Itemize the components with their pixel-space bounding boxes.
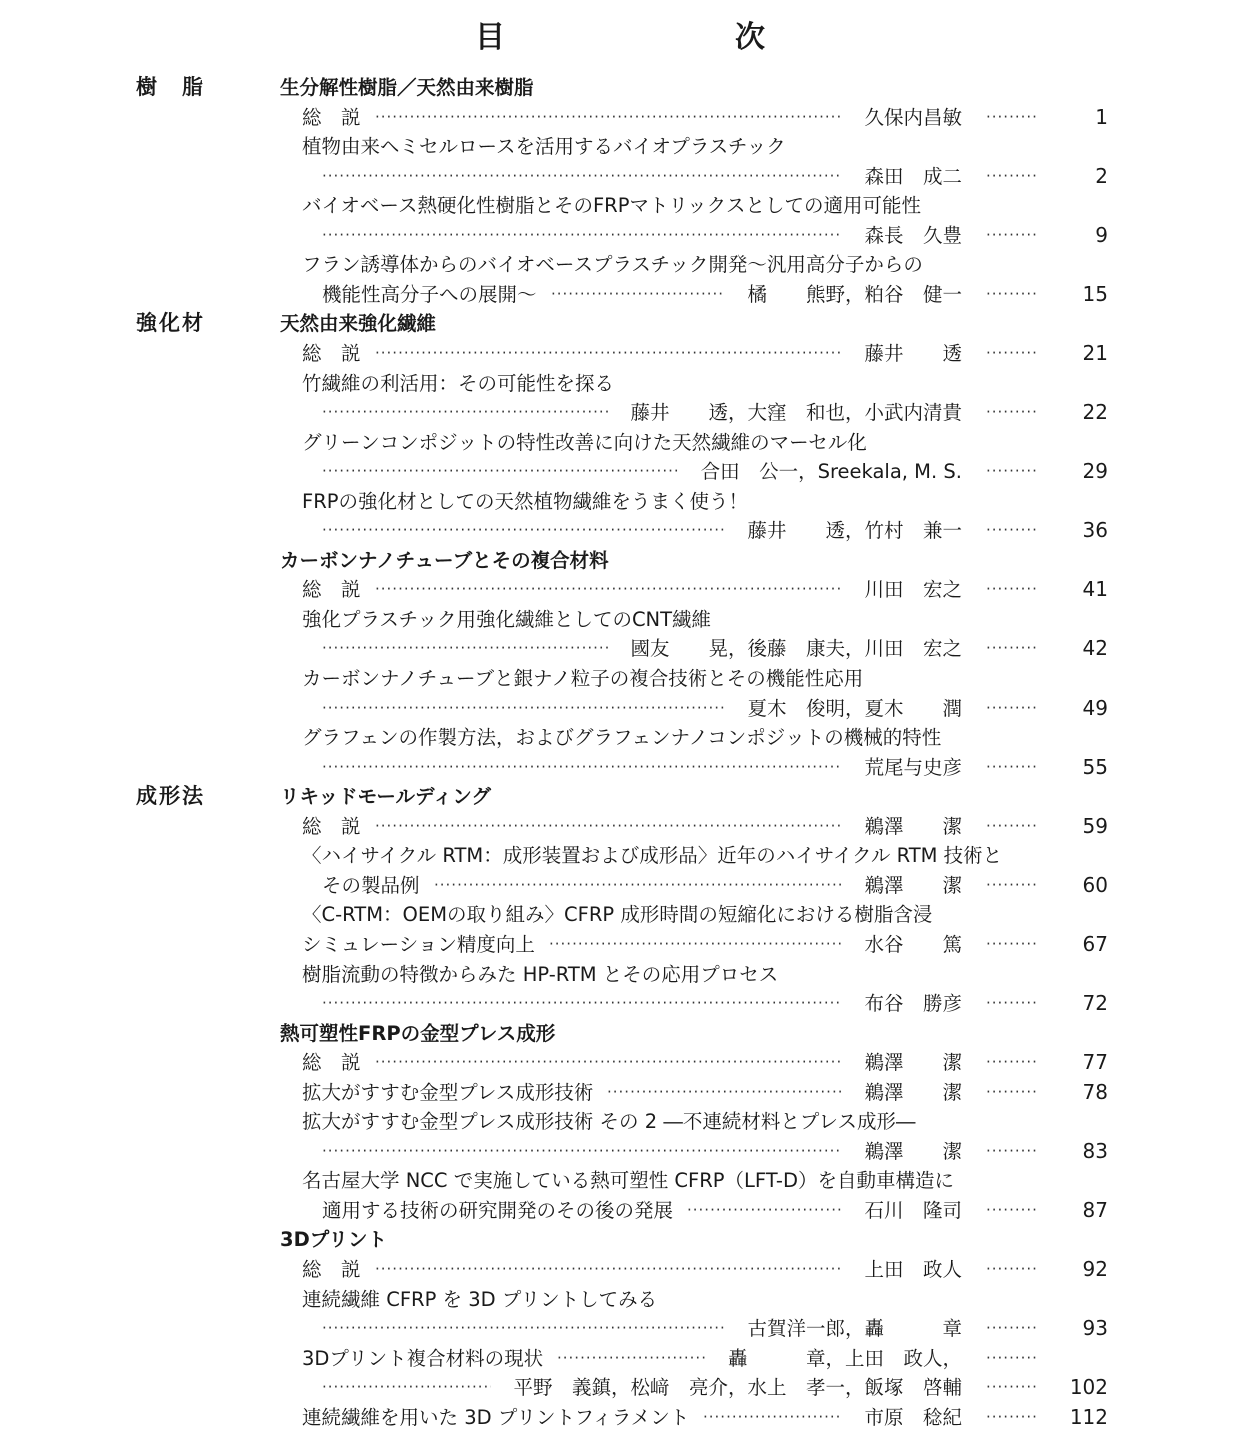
entry-title: 連続繊維 CFRP を 3D プリントしてみる	[302, 1287, 658, 1311]
toc-row	[0, 900, 1240, 929]
entry-author: 夏木 俊明，夏木 潤	[747, 696, 962, 720]
leader-dots	[986, 989, 1038, 1018]
entry-page-number: 78	[1082, 1079, 1108, 1104]
entry-author: 石川 隆司	[864, 1198, 962, 1222]
toc-row	[0, 221, 1240, 250]
leader-dots	[322, 398, 608, 427]
leader-dots	[322, 221, 842, 250]
leader-dots	[607, 1078, 842, 1107]
toc-row	[0, 546, 1240, 575]
toc-row	[0, 694, 1240, 723]
entry-title: 名古屋大学 NCC で実施している熱可塑性 CFRP（LFT-D）を自動車構造に	[302, 1169, 954, 1193]
entry-title: グラフェンの作製方法，およびグラフェンナノコンポジットの機械的特性	[302, 726, 942, 750]
toc-row	[0, 1225, 1240, 1254]
toc-row	[0, 103, 1240, 132]
leader-dots	[986, 1048, 1038, 1077]
toc-row	[0, 250, 1240, 279]
toc-row	[0, 1196, 1240, 1225]
entry-author: 古賀洋一郎，轟 章	[747, 1317, 962, 1341]
leader-dots	[549, 930, 842, 959]
entry-page-number: 9	[1095, 222, 1108, 247]
entry-page-number: 36	[1082, 518, 1108, 543]
section-heading: 生分解性樹脂／天然由来樹脂	[280, 76, 534, 99]
entry-page-number: 67	[1082, 931, 1108, 956]
toc-row	[0, 1285, 1240, 1314]
leader-dots	[986, 753, 1038, 782]
leader-dots	[322, 634, 608, 663]
leader-dots	[322, 457, 679, 486]
entry-author: 森田 成二	[864, 164, 962, 188]
entry-page-number: 59	[1082, 813, 1108, 838]
entry-author: 合田 公一，Sreekala, M. S.	[700, 460, 962, 484]
leader-dots	[986, 575, 1038, 604]
toc-row	[0, 1344, 1240, 1373]
leader-dots	[986, 516, 1038, 545]
entry-author: 森長 久豊	[864, 223, 962, 247]
toc-row	[0, 369, 1240, 398]
entry-page-number: 92	[1082, 1257, 1108, 1281]
entry-title: 総 説	[302, 1051, 361, 1075]
entry-title-continued: その製品例	[322, 873, 420, 897]
entry-page-number: 1	[1095, 104, 1108, 129]
entry-author: 藤井 透，竹村 兼一	[747, 519, 962, 543]
entry-page-number: 42	[1082, 636, 1108, 661]
entry-title: 総 説	[302, 578, 361, 602]
toc-row	[0, 1048, 1240, 1077]
entry-title: 拡大がすすむ金型プレス成形技術	[302, 1080, 594, 1104]
entry-author: 鵜澤 潔	[864, 873, 962, 897]
toc-row	[0, 664, 1240, 693]
entry-title: 竹繊維の利活用：その可能性を探る	[302, 371, 615, 395]
leader-dots	[986, 280, 1038, 309]
entry-title: カーボンナノチューブと銀ナノ粒子の複合技術とその機能性応用	[302, 667, 864, 690]
leader-dots	[322, 753, 842, 782]
entry-page-number: 102	[1069, 1375, 1108, 1400]
entry-page-number: 83	[1082, 1138, 1108, 1163]
leader-dots	[322, 162, 842, 191]
entry-page-number: 21	[1082, 340, 1108, 365]
entry-author: 水谷 篤	[864, 932, 962, 956]
entry-title: 強化プラスチック用強化繊維としてのCNT繊維	[302, 607, 712, 631]
toc-row	[0, 162, 1240, 191]
leader-dots	[322, 1314, 725, 1343]
leader-dots	[322, 516, 725, 545]
section-heading: 3Dプリント	[280, 1228, 387, 1252]
leader-dots	[986, 103, 1038, 132]
entry-page-number: 2	[1095, 163, 1108, 188]
entry-author: 藤井 透，大窪 和也，小武内清貴	[630, 401, 962, 425]
entry-page-number: 72	[1082, 991, 1108, 1016]
entry-title-continued: 適用する技術の研究開発のその後の発展	[322, 1198, 674, 1222]
entry-title: シミュレーション精度向上	[302, 932, 535, 956]
toc-row	[0, 339, 1240, 368]
leader-dots	[986, 221, 1038, 250]
toc-row	[0, 782, 1240, 811]
toc-row	[0, 1137, 1240, 1166]
entry-author: 久保内昌敏	[864, 105, 962, 129]
entry-title: 連続繊維を用いた 3D プリントフィラメント	[302, 1405, 690, 1429]
entry-title: フラン誘導体からのバイオベースプラスチック開発〜汎用高分子からの	[302, 253, 923, 277]
entry-title: 総 説	[302, 814, 361, 838]
leader-dots	[322, 989, 842, 1018]
leader-dots	[986, 1314, 1038, 1343]
entry-author: 平野 義鎮，松﨑 亮介，水上 孝一，飯塚 啓輔	[513, 1376, 962, 1400]
entry-page-number: 87	[1082, 1197, 1108, 1222]
entry-page-number: 15	[1082, 281, 1108, 306]
leader-dots	[375, 575, 842, 604]
toc-row	[0, 1166, 1240, 1195]
toc-row	[0, 1403, 1240, 1432]
entry-author: 藤井 透	[864, 341, 962, 365]
entry-author: 市原 稔紀	[864, 1405, 962, 1429]
toc-row	[0, 516, 1240, 545]
toc-row	[0, 812, 1240, 841]
leader-dots	[986, 871, 1038, 900]
leader-dots	[986, 1137, 1038, 1166]
leader-dots	[986, 457, 1038, 486]
toc-row	[0, 575, 1240, 604]
toc-row	[0, 930, 1240, 959]
toc-row	[0, 723, 1240, 752]
toc-row	[0, 1107, 1240, 1136]
leader-dots	[375, 812, 842, 841]
section-heading: リキッドモールディング	[280, 785, 491, 809]
section-heading: 天然由来強化繊維	[280, 312, 437, 336]
leader-dots	[986, 1344, 1038, 1373]
leader-dots	[986, 694, 1038, 723]
toc-row	[0, 605, 1240, 634]
toc-row	[0, 1314, 1240, 1343]
entry-page-number: 77	[1082, 1050, 1108, 1075]
entry-author: 布谷 勝彦	[864, 992, 962, 1016]
leader-dots	[434, 871, 842, 900]
leader-dots	[322, 694, 725, 723]
leader-dots	[986, 1078, 1038, 1107]
toc-row	[0, 753, 1240, 782]
toc-row	[0, 1373, 1240, 1402]
leader-dots	[986, 1196, 1038, 1225]
leader-dots	[551, 280, 725, 309]
entry-title: 樹脂流動の特徴からみた HP-RTM とその応用プロセス	[302, 962, 779, 986]
entry-title: 〈ハイサイクル RTM：成形装置および成形品〉近年のハイサイクル RTM 技術と	[302, 844, 1003, 868]
entry-title: FRPの強化材としての天然植物繊維をうまく使う！	[302, 489, 749, 513]
toc-row	[0, 871, 1240, 900]
entry-title: グリーンコンポジットの特性改善に向けた天然繊維のマーセル化	[302, 430, 867, 454]
entry-title: 植物由来ヘミセルロースを活用するバイオプラスチック	[302, 135, 786, 159]
toc-row	[0, 428, 1240, 457]
entry-page-number: 60	[1082, 872, 1108, 897]
entry-page-number: 29	[1082, 459, 1108, 484]
section-heading: カーボンナノチューブとその複合材料	[280, 548, 609, 572]
toc-row	[0, 989, 1240, 1018]
leader-dots	[986, 930, 1038, 959]
toc-row	[0, 191, 1240, 220]
entry-page-number: 49	[1082, 695, 1108, 720]
toc-row	[0, 1019, 1240, 1048]
leader-dots	[986, 634, 1038, 663]
toc-row	[0, 634, 1240, 663]
toc-row	[0, 280, 1240, 309]
leader-dots	[986, 162, 1038, 191]
entry-title: 総 説	[302, 341, 361, 365]
category-label: 成形法	[136, 784, 205, 809]
entry-author: 轟 章，上田 政人，	[727, 1346, 962, 1370]
entry-author: 鵜澤 潔	[864, 1080, 962, 1104]
category-label: 樹 脂	[136, 75, 205, 99]
page-title: 目 次	[475, 20, 865, 55]
leader-dots	[557, 1344, 706, 1373]
toc-row	[0, 487, 1240, 516]
entry-page-number: 112	[1069, 1404, 1108, 1429]
toc-row	[0, 1078, 1240, 1107]
toc-row	[0, 1255, 1240, 1284]
entry-title: 3Dプリント複合材料の現状	[302, 1346, 544, 1370]
leader-dots	[375, 339, 842, 368]
section-heading: 熱可塑性FRPの金型プレス成形	[280, 1021, 556, 1045]
leader-dots	[687, 1196, 842, 1225]
toc-row	[0, 960, 1240, 989]
leader-dots	[986, 1373, 1038, 1402]
leader-dots	[986, 812, 1038, 841]
toc-row	[0, 398, 1240, 427]
leader-dots	[322, 1137, 842, 1166]
category-label: 強化材	[136, 311, 205, 336]
entry-author: 橘 熊野，粕谷 健一	[747, 282, 962, 306]
leader-dots	[986, 339, 1038, 368]
entry-page-number: 41	[1082, 577, 1108, 602]
leader-dots	[375, 1048, 842, 1077]
toc-row	[0, 309, 1240, 338]
leader-dots	[986, 1403, 1038, 1432]
leader-dots	[375, 1255, 842, 1284]
entry-author: 川田 宏之	[864, 578, 962, 602]
entry-author: 鵜澤 潔	[864, 814, 962, 838]
entry-page-number: 93	[1082, 1316, 1108, 1341]
entry-author: 國友 晃，後藤 康夫，川田 宏之	[630, 637, 962, 661]
entry-title: 拡大がすすむ金型プレス成形技術 その 2 ―不連続材料とプレス成形―	[302, 1110, 916, 1134]
leader-dots	[986, 398, 1038, 427]
entry-author: 上田 政人	[864, 1258, 962, 1281]
leader-dots	[322, 1373, 491, 1402]
entry-title-continued: 機能性高分子への展開〜	[322, 282, 537, 306]
leader-dots	[986, 1255, 1038, 1284]
entry-page-number: 55	[1082, 754, 1108, 779]
leader-dots	[703, 1403, 842, 1432]
toc-row	[0, 457, 1240, 486]
leader-dots	[375, 103, 842, 132]
entry-title: バイオベース熱硬化性樹脂とそのFRPマトリックスとしての適用可能性	[302, 194, 921, 218]
entry-title: 総 説	[302, 1258, 361, 1281]
entry-page-number: 22	[1082, 400, 1108, 425]
toc-row	[0, 132, 1240, 161]
entry-title: 〈C-RTM：OEMの取り組み〉CFRP 成形時間の短縮化における樹脂含浸	[302, 903, 933, 927]
entry-author: 荒尾与史彦	[864, 755, 962, 779]
entry-author: 鵜澤 潔	[864, 1139, 962, 1163]
toc-row	[0, 73, 1240, 102]
toc-row	[0, 841, 1240, 870]
entry-author: 鵜澤 潔	[864, 1051, 962, 1075]
entry-title: 総 説	[302, 105, 361, 129]
